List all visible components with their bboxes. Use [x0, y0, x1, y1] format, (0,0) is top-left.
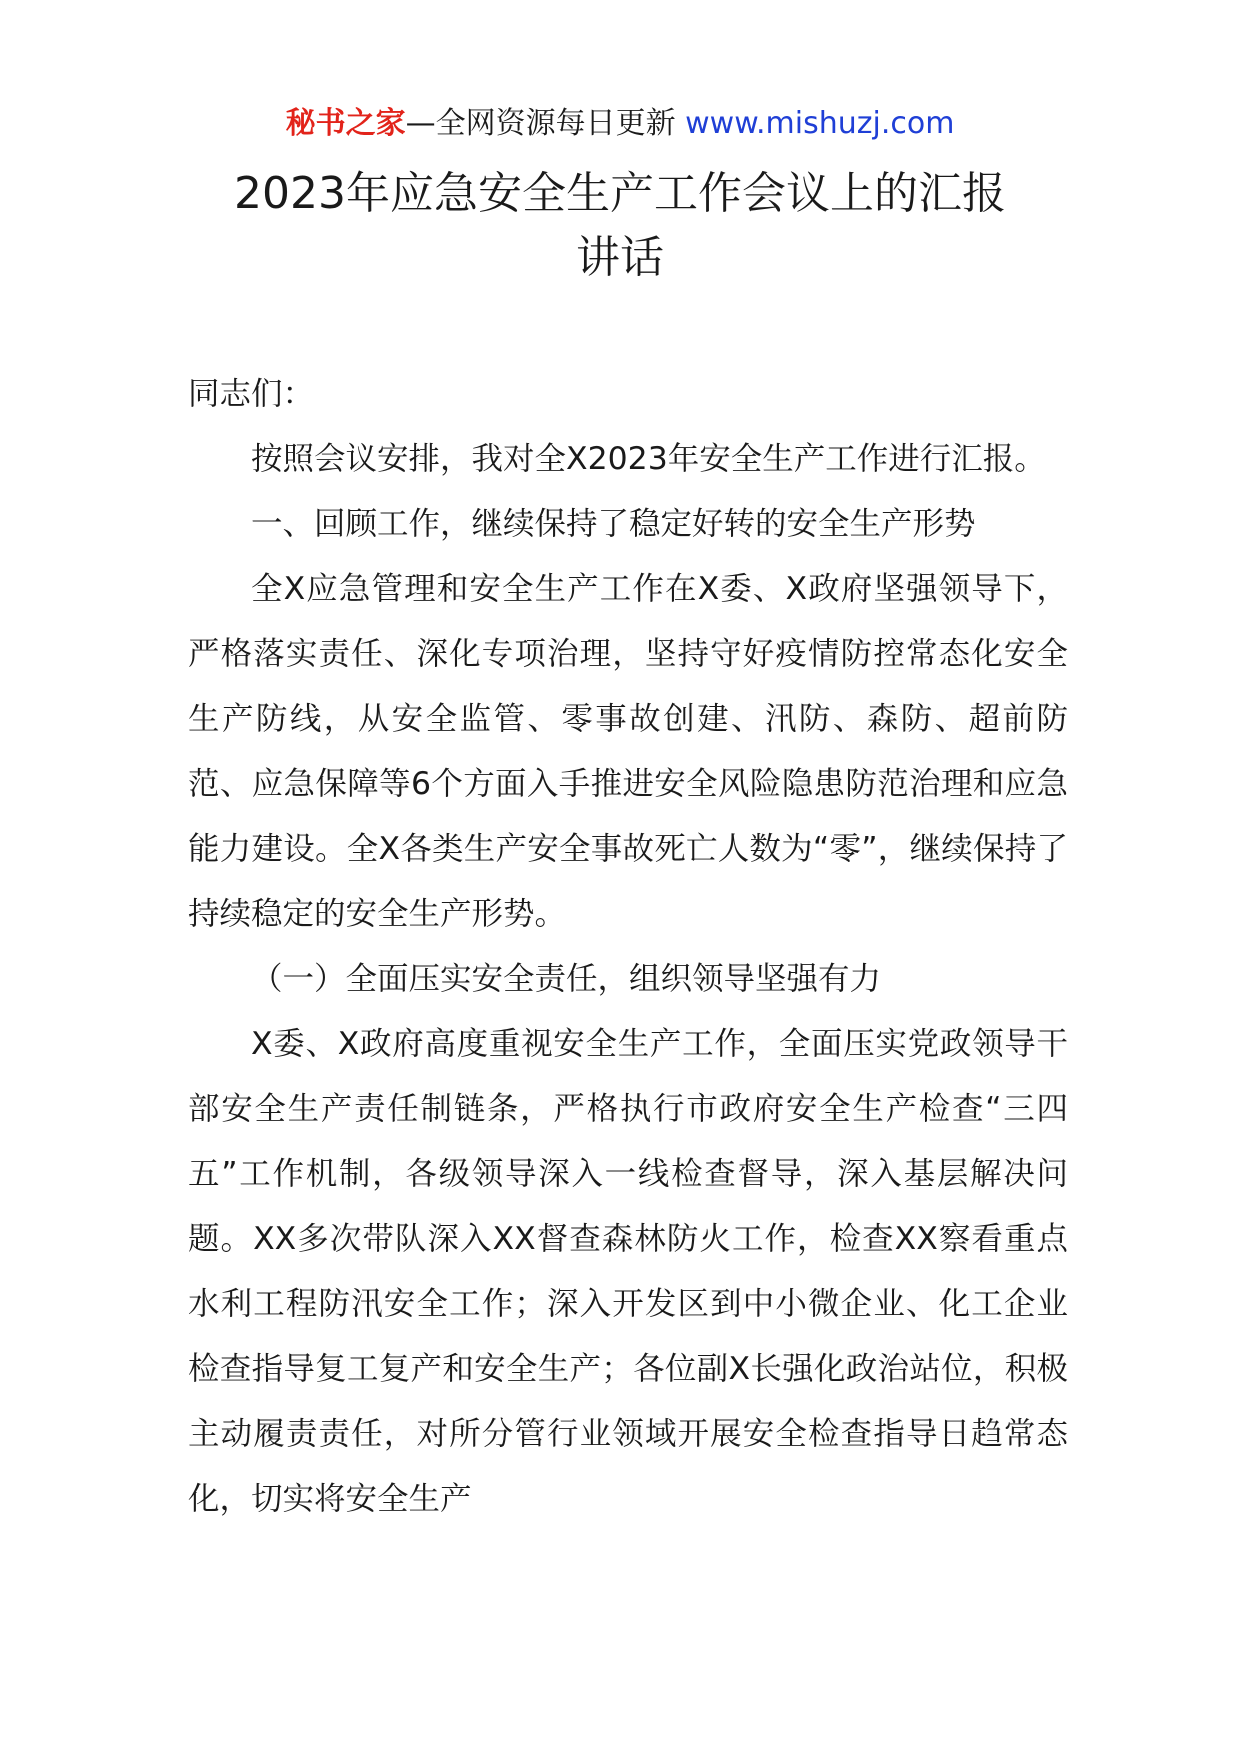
document-title — [0, 162, 1240, 290]
brand-name: 秘书之家 — [285, 106, 406, 141]
site-banner — [0, 102, 1240, 146]
salutation: 同志们： — [188, 376, 315, 412]
paragraph-review: 全X应急管理和安全生产工作在X委、X政府坚强领导下，严格落实责任、深化专项治理，坚持守好疫情防控常态化安全生产防线，从安全监管、零事故创建、汛防、森防、超前防范、应急保障等6个方面入手推进安全风险隐患防范治理和应急能力建设。全X各类生产安全事故死亡人数为“零”，继续保持了持续稳定的安全生产形势。 — [188, 571, 1068, 932]
paragraph-intro: 按照会议安排，我对全X2023年安全生产工作进行汇报。 — [251, 441, 1046, 477]
paragraph-responsibility: X委、X政府高度重视安全生产工作，全面压实党政领导干部安全生产责任制链条，严格执行市政府安全生产检查“三四五”工作机制，各级领导深入一线检查督导，深入基层解决问题。XX多次带队深入XX督查森林防火工作，检查XX察看重点水利工程防汛安全工作；深入开发区到中小微企业、化工企业检查指导复工复产和安全生产；各位副X长强化政治站位，积极主动履责责任，对所分管行业领域开展安全检查指导日趋常态化，切实将安全生产 — [188, 1026, 1068, 1517]
site-link[interactable]: www.mishuzj.com — [685, 106, 955, 141]
title-line-2: 讲话 — [576, 232, 664, 283]
title-line-1: 2023年应急安全生产工作会议上的汇报 — [234, 168, 1006, 219]
document-body — [188, 362, 1068, 1532]
banner-tagline: —全网资源每日更新 — [405, 106, 686, 141]
section-heading-1: 一、回顾工作，继续保持了稳定好转的安全生产形势 — [251, 506, 976, 542]
subsection-heading-1: （一）全面压实安全责任，组织领导坚强有力 — [251, 961, 882, 997]
